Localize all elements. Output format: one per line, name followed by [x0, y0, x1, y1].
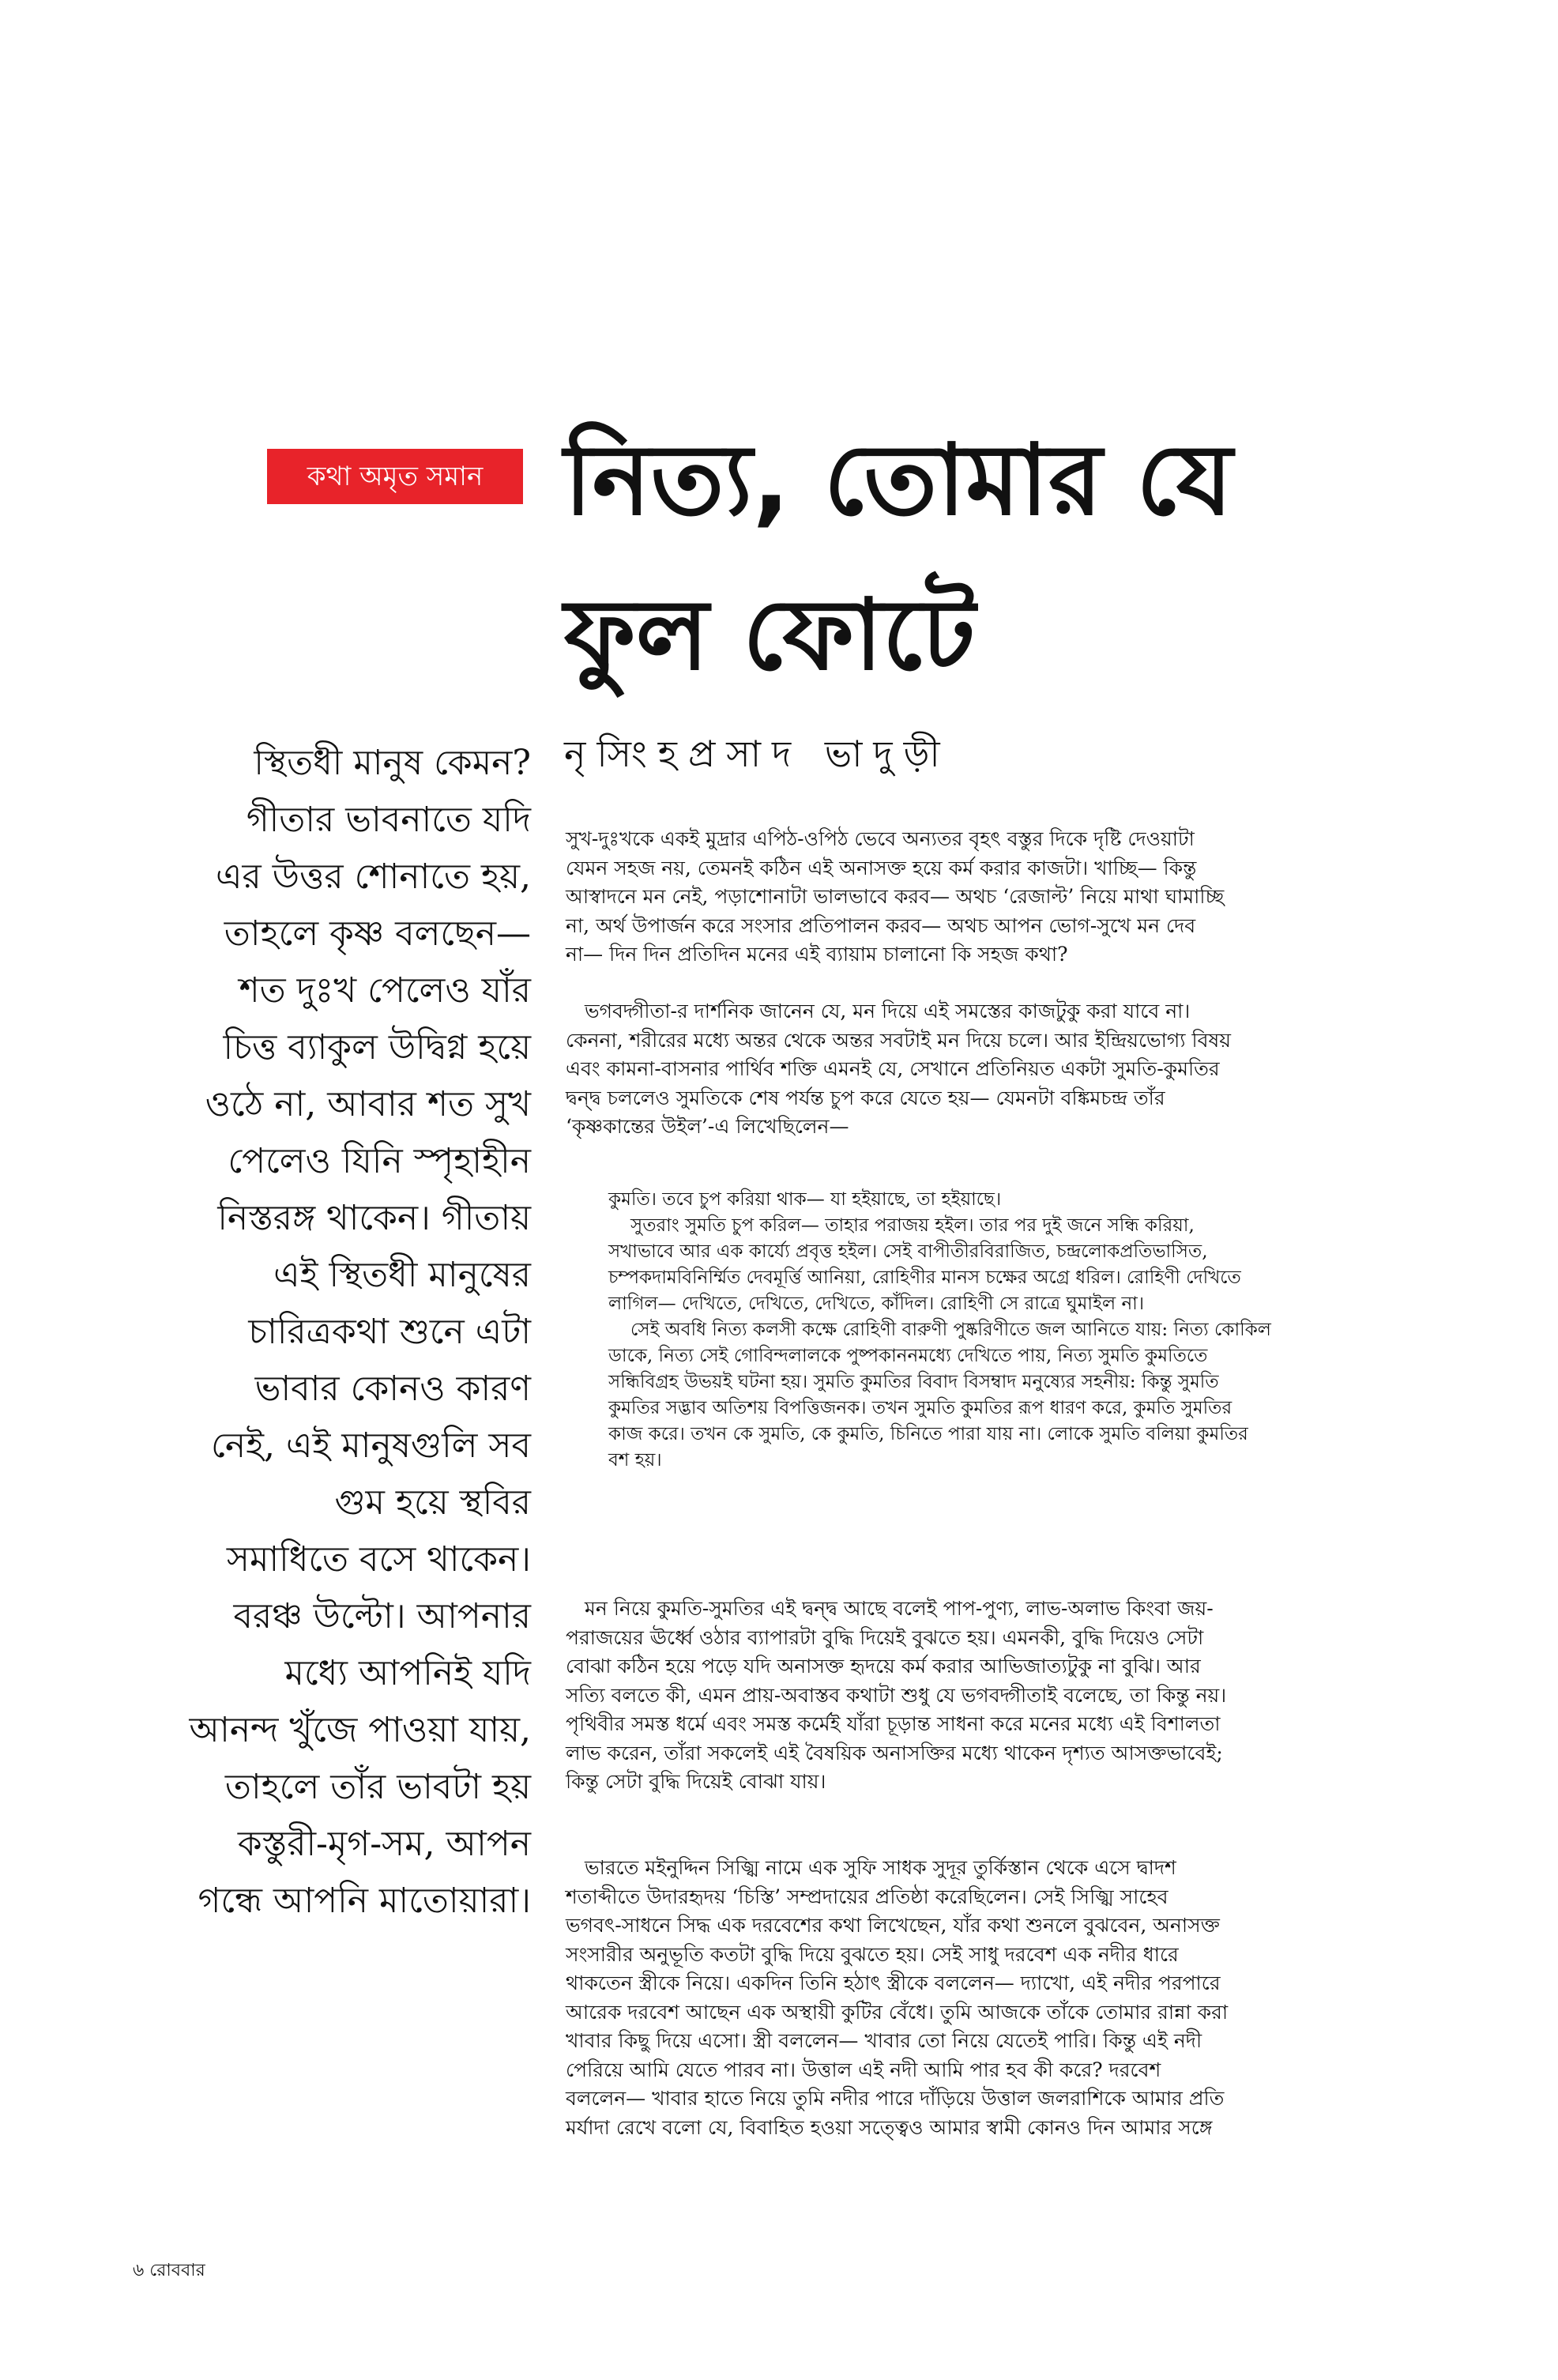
body-line: সংসারীর অনুভূতি কতটা বুদ্ধি দিয়ে বুঝতে হয়। সেই সাধু দরবেশ এক নদীর ধারে — [566, 1942, 1179, 1966]
pull-quote-line: গীতার ভাবনাতে যদি — [246, 800, 531, 840]
quote-line: বশ হয়। — [608, 1450, 662, 1471]
body-line: ‘কৃষ্ণকান্তের উইল’-এ লিখেছিলেন— — [566, 1115, 849, 1138]
body-paragraph-2 — [566, 997, 1422, 1142]
quote-line: কুমতির সদ্ভাব অতিশয় বিপত্তিজনক। তখন সুমতি কুমতির রূপ ধারণ করে, কুমতি সুমতির — [608, 1398, 1232, 1418]
body-line: না, অর্থ উপার্জন করে সংসার প্রতিপালন করব— অথচ আপন ভোগ-সুখে মন দেব — [566, 913, 1196, 937]
pull-quote-line: কস্তুরী-মৃগ-সম, আপন — [237, 1824, 531, 1864]
body-line: এবং কামনা-বাসনার পার্থিব শক্তি এমনই যে, সেখানে প্রতিনিয়ত একটা সুমতি-কুমতির — [566, 1057, 1220, 1080]
body-paragraph-1 — [566, 825, 1422, 970]
pull-quote-line: সমাধিতে বসে থাকেন। — [226, 1539, 531, 1580]
body-line: সুখ-দুঃখকে একই মুদ্রার এপিঠ-ওপিঠ ভেবে অন্যতর বৃহৎ বস্তুর দিকে দৃষ্টি দেওয়াটা — [566, 827, 1195, 850]
pull-quote-line: ওঠে না, আবার শত সুখ — [205, 1084, 531, 1124]
body-paragraph-4 — [566, 1854, 1422, 2142]
block-quote — [608, 1187, 1422, 1474]
pull-quote-line: ভাবার কোনও কারণ — [254, 1369, 531, 1409]
pull-quote-line: পেলেও যিনি স্পৃহাহীন — [228, 1141, 531, 1181]
author-byline: নৃসিংহপ্রসাদ ভাদুড়ী — [564, 732, 951, 775]
body-line: বললেন— খাবার হাতে নিয়ে তুমি নদীর পারে দাঁড়িয়ে উত্তাল জলরাশিকে আমার প্রতি — [566, 2087, 1225, 2110]
body-line: বোঝা কঠিন হয়ে পড়ে যদি অনাসক্ত হৃদয়ে কর্ম করার আভিজাত্যটুকু না বুঝি। আর — [566, 1655, 1201, 1678]
pull-quote-line: চিত্ত ব্যাকুল উদ্বিগ্ন হয়ে — [223, 1027, 531, 1068]
body-line: দ্বন্দ্ব চললেও সুমতিকে শেষ পর্যন্ত চুপ করে যেতে হয়— যেমনটা বঙ্কিমচন্দ্র তাঁর — [566, 1086, 1165, 1109]
pull-quote-line: নিস্তরঙ্গ থাকেন। গীতায় — [217, 1198, 531, 1238]
body-line: লাভ করেন, তাঁরা সকলেই এই বৈষয়িক অনাসক্তির মধ্যে থাকেন দৃশ্যত আসক্তভাবেই; — [566, 1741, 1223, 1764]
pull-quote-line: এর উত্তর শোনাতে হয়, — [216, 857, 531, 897]
section-tag: কথা অমৃত সমান — [267, 449, 523, 504]
quote-line: সেই অবধি নিত্য কলসী কক্ষে রোহিণী বারুণী পুষ্করিণীতে জল আনিতে যায়: নিত্য কোকিল — [630, 1320, 1271, 1340]
body-line: আস্বাদনে মন নেই, পড়াশোনাটা ভালভাবে করব— অথচ ‘রেজাল্ট’ নিয়ে মাথা ঘামাচ্ছি — [566, 885, 1225, 908]
body-line: মর্যাদা রেখে বলো যে, বিবাহিত হওয়া সত্ত্বেও আমার স্বামী কোনও দিন আমার সঙ্গে — [566, 2115, 1213, 2139]
body-line: আরেক দরবেশ আছেন এক অস্থায়ী কুটির বেঁধে। তুমি আজকে তাঁকে তোমার রান্না করা — [566, 2000, 1229, 2024]
body-line: থাকতেন স্ত্রীকে নিয়ে। একদিন তিনি হঠাৎ স্ত্রীকে বললেন— দ্যাখো, এই নদীর পরপারে — [566, 1971, 1221, 1994]
body-line: ভারতে মইনুদ্দিন সিজ্ঝি নামে এক সুফি সাধক সুদূর তুর্কিস্তান থেকে এসে দ্বাদশ — [585, 1856, 1176, 1879]
body-line: খাবার কিছু দিয়ে এসো। স্ত্রী বললেন— খাবার তো নিয়ে যেতেই পারি। কিন্তু এই নদী — [566, 2029, 1202, 2052]
body-line: যেমন সহজ নয়, তেমনই কঠিন এই অনাসক্ত হয়ে কর্ম করার কাজটা। খাচ্ছি— কিন্তু — [566, 856, 1197, 879]
pull-quote-line: মধ্যে আপনিই যদি — [284, 1653, 531, 1693]
quote-line: সখাভাবে আর এক কার্য্যে প্রবৃত্ত হইল। সেই বাপীতীরবিরাজিত, চন্দ্রলোকপ্রতিভাসিত, — [608, 1241, 1208, 1262]
body-line: ভগবদ্গীতা-র দার্শনিক জানেন যে, মন দিয়ে এই সমস্তের কাজটুকু করা যাবে না। — [585, 1000, 1191, 1022]
pull-quote-line: এই স্থিতধী মানুষের — [273, 1255, 531, 1295]
pull-quote-line: স্থিতধী মানুষ কেমন? — [254, 743, 531, 783]
pull-quote-line: বরঞ্চ উল্টো। আপনার — [233, 1596, 531, 1636]
headline-line: ফুল ফোটে — [564, 578, 976, 692]
quote-line: কুমতি। তবে চুপ করিয়া থাক— যা হইয়াছে, তা হইয়াছে। — [608, 1189, 1002, 1210]
quote-line: কাজ করে। তখন কে সুমতি, কে কুমতি, চিনিতে পারা যায় না। লোকে সুমতি বলিয়া কুমতির — [608, 1424, 1248, 1444]
quote-line: লাগিল— দেখিতে, দেখিতে, দেখিতে, কাঁদিল। রোহিণী সে রাত্রে ঘুমাইল না। — [608, 1294, 1145, 1314]
pull-quote-line: তাহলে কৃষ্ণ বলছেন— — [224, 913, 531, 954]
headline-line: নিত্য, তোমার যে — [564, 424, 1233, 537]
body-paragraph-3 — [566, 1595, 1422, 1797]
quote-line: চম্পকদামবিনির্ম্মিত দেবমূর্ত্তি আনিয়া, রোহিণীর মানস চক্ষের অগ্রে ধরিল। রোহিণী দেখিতে — [608, 1267, 1241, 1288]
quote-line: সুতরাং সুমতি চুপ করিল— তাহার পরাজয় হইল। তার পর দুই জনে সন্ধি করিয়া, — [630, 1215, 1195, 1236]
body-line: শতাব্দীতে উদারহৃদয় ‘চিস্তি’ সম্প্রদায়ের প্রতিষ্ঠা করেছিলেন। সেই সিজ্ঝি সাহেব — [566, 1885, 1168, 1908]
body-line: কিন্তু সেটা বুদ্ধি দিয়েই বোঝা যায়। — [566, 1770, 826, 1793]
body-line: ভগবৎ-সাধনে সিদ্ধ এক দরবেশের কথা লিখেছেন, যাঁর কথা শুনলে বুঝবেন, অনাসক্ত — [566, 1914, 1220, 1937]
body-line: পেরিয়ে আমি যেতে পারব না। উত্তাল এই নদী আমি পার হব কী করে? দরবেশ — [566, 2058, 1161, 2081]
pull-quote-line: গন্ধে আপনি মাতোয়ারা। — [198, 1881, 531, 1921]
body-line: না— দিন দিন প্রতিদিন মনের এই ব্যায়াম চালানো কি সহজ কথা? — [566, 943, 1068, 966]
pull-quote-line: আনন্দ খুঁজে পাওয়া যায়, — [189, 1710, 531, 1750]
pull-quote-line: শত দুঃখ পেলেও যাঁর — [239, 970, 531, 1011]
quote-line: ডাকে, নিত্য সেই গোবিন্দলালকে পুষ্পকাননমধ্যে দেখিতে পায়, নিত্য সুমতি কুমতিতে — [608, 1346, 1208, 1366]
body-line: পরাজয়ের ঊর্ধ্বে ওঠার ব্যাপারটা বুদ্ধি দিয়েই বুঝতে হয়। এমনকী, বুদ্ধি দিয়েও সেটা — [566, 1625, 1204, 1649]
pull-quote-line: গুম হয়ে স্থবির — [334, 1482, 531, 1523]
page-folio: ৬ রোববার — [133, 2261, 205, 2280]
body-line: সত্যি বলতে কী, এমন প্রায়-অবাস্তব কথাটা শুধু যে ভগবদ্গীতাই বলেছে, তা কিন্তু নয়। — [566, 1683, 1227, 1707]
pull-quote — [111, 735, 531, 1930]
quote-line: সন্ধিবিগ্রহ উভয়ই ঘটনা হয়। সুমতি কুমতির বিবাদ বিসম্বাদ মনুষ্যের সহনীয়: কিন্তু সুমতি — [608, 1372, 1219, 1392]
pull-quote-line: নেই, এই মানুষগুলি সব — [211, 1425, 531, 1466]
body-line: পৃথিবীর সমস্ত ধর্মে এবং সমস্ত কর্মেই যাঁরা চূড়ান্ত সাধনা করে মনের মধ্যে এই বিশালতা — [566, 1712, 1221, 1735]
pull-quote-line: চারিত্রকথা শুনে এটা — [248, 1312, 531, 1352]
body-line: কেননা, শরীরের মধ্যে অন্তর থেকে অন্তর সবটাই মন দিয়ে চলে। আর ইন্দ্রিয়ভোগ্য বিষয় — [566, 1028, 1232, 1052]
headline — [564, 403, 1417, 713]
pull-quote-line: তাহলে তাঁর ভাবটা হয় — [224, 1767, 531, 1807]
body-line: মন নিয়ে কুমতি-সুমতির এই দ্বন্দ্ব আছে বলেই পাপ-পুণ্য, লাভ-অলাভ কিংবা জয়- — [585, 1597, 1214, 1620]
